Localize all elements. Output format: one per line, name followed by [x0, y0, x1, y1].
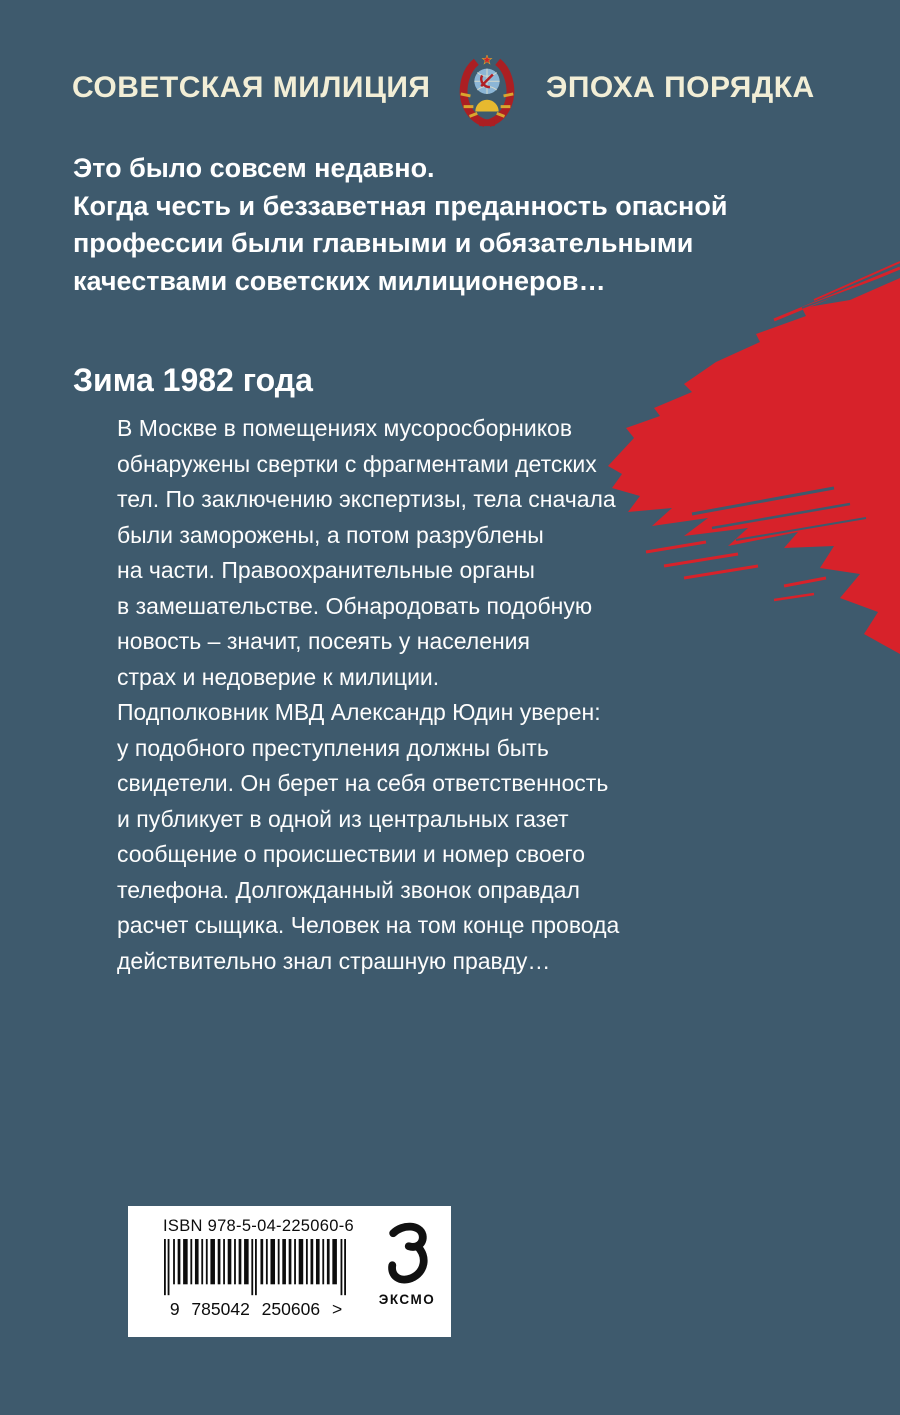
story-line: свидетели. Он берет на себя ответственность — [117, 770, 609, 796]
story-line: на части. Правоохранительные органы — [117, 557, 535, 583]
story-paragraph — [117, 411, 619, 979]
story-line: и публикует в одной из центральных газет — [117, 805, 569, 832]
story-line: Подполковник МВД Александр Юдин уверен: — [117, 699, 601, 725]
ussr-emblem-icon — [455, 55, 519, 129]
intro-line: качествами советских милиционеров… — [73, 265, 606, 296]
story-line: обнаружены свертки с фрагментами детских — [117, 450, 597, 477]
eksmo-logo-icon — [385, 1222, 429, 1286]
story-line: страх и недоверие к милиции. — [117, 663, 440, 690]
story-line: новость – значит, посеять у населения — [117, 628, 530, 654]
red-brush-stroke-graphic — [588, 256, 900, 668]
story-line: В Москве в помещениях мусоросборников — [117, 415, 573, 441]
story-line: сообщение о происшествии и номер своего — [117, 841, 586, 867]
story-heading: Зима 1982 года — [73, 362, 313, 398]
story-line: у подобного преступления должны быть — [117, 734, 549, 761]
intro-line: Когда честь и беззаветная преданность опасной — [73, 190, 728, 221]
publisher-name: ЭКСМО — [378, 1292, 436, 1307]
story-line: телефона. Долгожданный звонок оправдал — [117, 876, 580, 903]
intro-paragraph — [73, 150, 727, 300]
isbn-label: ISBN 978-5-04-225060-6 — [163, 1217, 354, 1235]
header-left-title: СОВЕТСКАЯ МИЛИЦИЯ — [72, 71, 431, 104]
story-line: расчет сыщика. Человек на том конце провода — [117, 912, 620, 938]
story-line: действительно знал страшную правду… — [117, 947, 551, 974]
story-line: в замешательстве. Обнародовать подобную — [117, 592, 593, 619]
story-line: тел. По заключению экспертизы, тела сначала — [117, 486, 616, 512]
intro-line: профессии были главными и обязательными — [73, 228, 694, 258]
header-right-title: ЭПОХА ПОРЯДКА — [546, 71, 815, 104]
isbn-box — [128, 1206, 451, 1337]
publisher-logo-block — [368, 1222, 446, 1307]
barcode-icon — [164, 1239, 346, 1297]
barcode-digits: 9 785042 250606 > — [169, 1299, 343, 1319]
intro-line: Это было совсем недавно. — [73, 153, 435, 183]
story-line: были заморожены, а потом разрублены — [117, 521, 544, 548]
